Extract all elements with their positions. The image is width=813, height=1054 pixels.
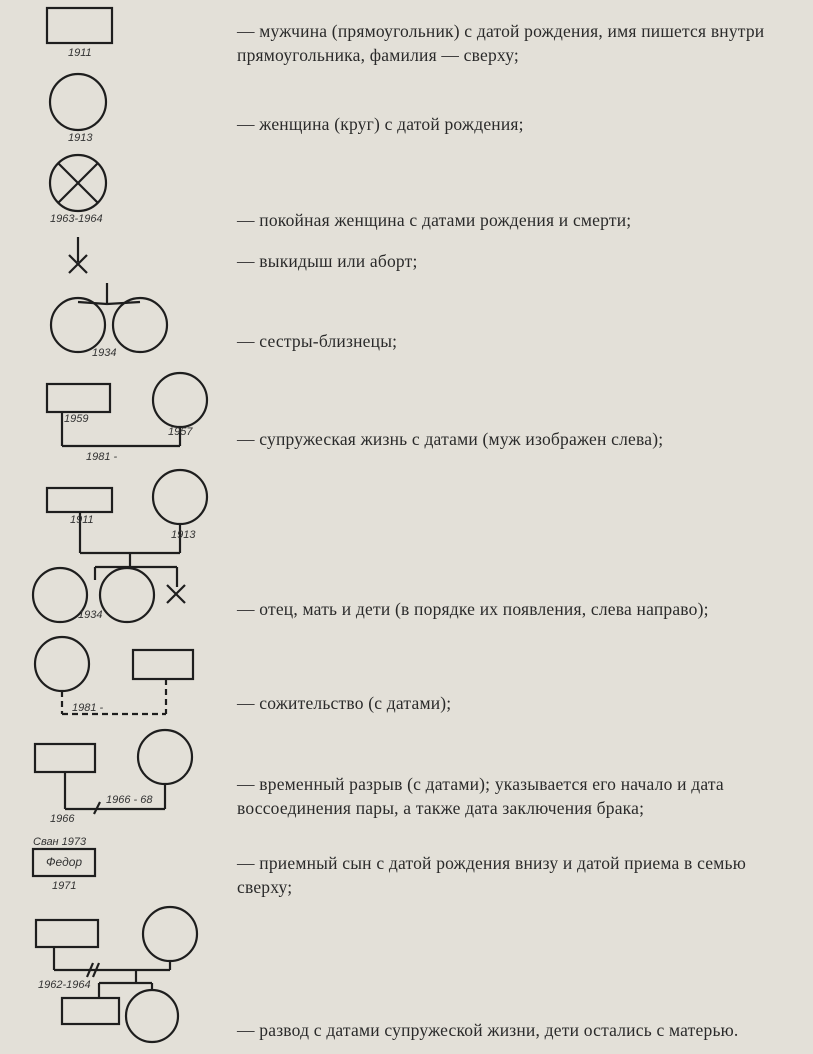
father-birth-date: 1911 — [70, 514, 94, 526]
miscarriage-symbol — [69, 237, 87, 273]
legend-text-divorce: — развод с датами супружеской жизни, дети остались с матерью. — [237, 1020, 739, 1040]
legend-text-twin-sisters: — сестры-близнецы; — [237, 331, 398, 351]
parents-children-symbol — [33, 470, 207, 622]
adopted-son-birth-date: 1971 — [52, 880, 77, 892]
legend-text-marriage: — супружеская жизнь с датами (муж изображен слева); — [237, 429, 664, 449]
legend-text-miscarriage: — выкидыш или аборт; — [237, 251, 418, 271]
legend-text-separation: — временный разрыв (с датами); указывается его начало и дата воссоединения пары, а также дата заключения брака; — [237, 774, 724, 818]
female-birth-date: 1913 — [68, 132, 93, 144]
wife-birth-date: 1957 — [168, 426, 193, 438]
adopted-son-name: Федор — [46, 855, 83, 869]
male-symbol — [47, 8, 112, 43]
twins-birth-date: 1934 — [92, 347, 117, 359]
legend-text-female: — женщина (круг) с датой рождения; — [237, 114, 524, 134]
husband-birth-date: 1959 — [64, 413, 89, 425]
legend-text-cohabitation: — сожительство (с датами); — [237, 693, 452, 713]
separation-dates: 1966 - 68 — [106, 794, 153, 806]
marriage-date: 1981 - — [86, 451, 118, 463]
mother-birth-date: 1913 — [171, 529, 196, 541]
children-birth-date: 1934 — [78, 609, 103, 621]
deceased-dates: 1963-1964 — [50, 213, 103, 225]
legend-text-parents-children: — отец, мать и дети (в порядке их появления, слева направо); — [237, 599, 709, 619]
legend-text-adopted-son: — приемный сын с датой рождения внизу и датой приема в семью сверху; — [237, 853, 746, 897]
cohabitation-date: 1981 - — [72, 702, 104, 714]
divorce-symbol — [36, 907, 197, 1042]
deceased-female-symbol — [50, 155, 106, 211]
twin-sisters-symbol — [51, 283, 167, 352]
divorce-dates: 1962-1964 — [38, 979, 91, 991]
legend-text-male: — мужчина (прямоугольник) с датой рождения, имя пишется внутри прямоугольника, фамилия — сверху; — [237, 21, 765, 65]
male-birth-date: 1911 — [68, 47, 92, 59]
adoption-date: Сван 1973 — [33, 836, 87, 848]
female-symbol — [50, 74, 106, 130]
legend-text-deceased-female: — покойная женщина с датами рождения и смерти; — [237, 210, 632, 230]
separation-marriage-date: 1966 — [50, 813, 75, 825]
genogram-symbols — [0, 0, 230, 1054]
cohabitation-symbol — [35, 637, 193, 714]
